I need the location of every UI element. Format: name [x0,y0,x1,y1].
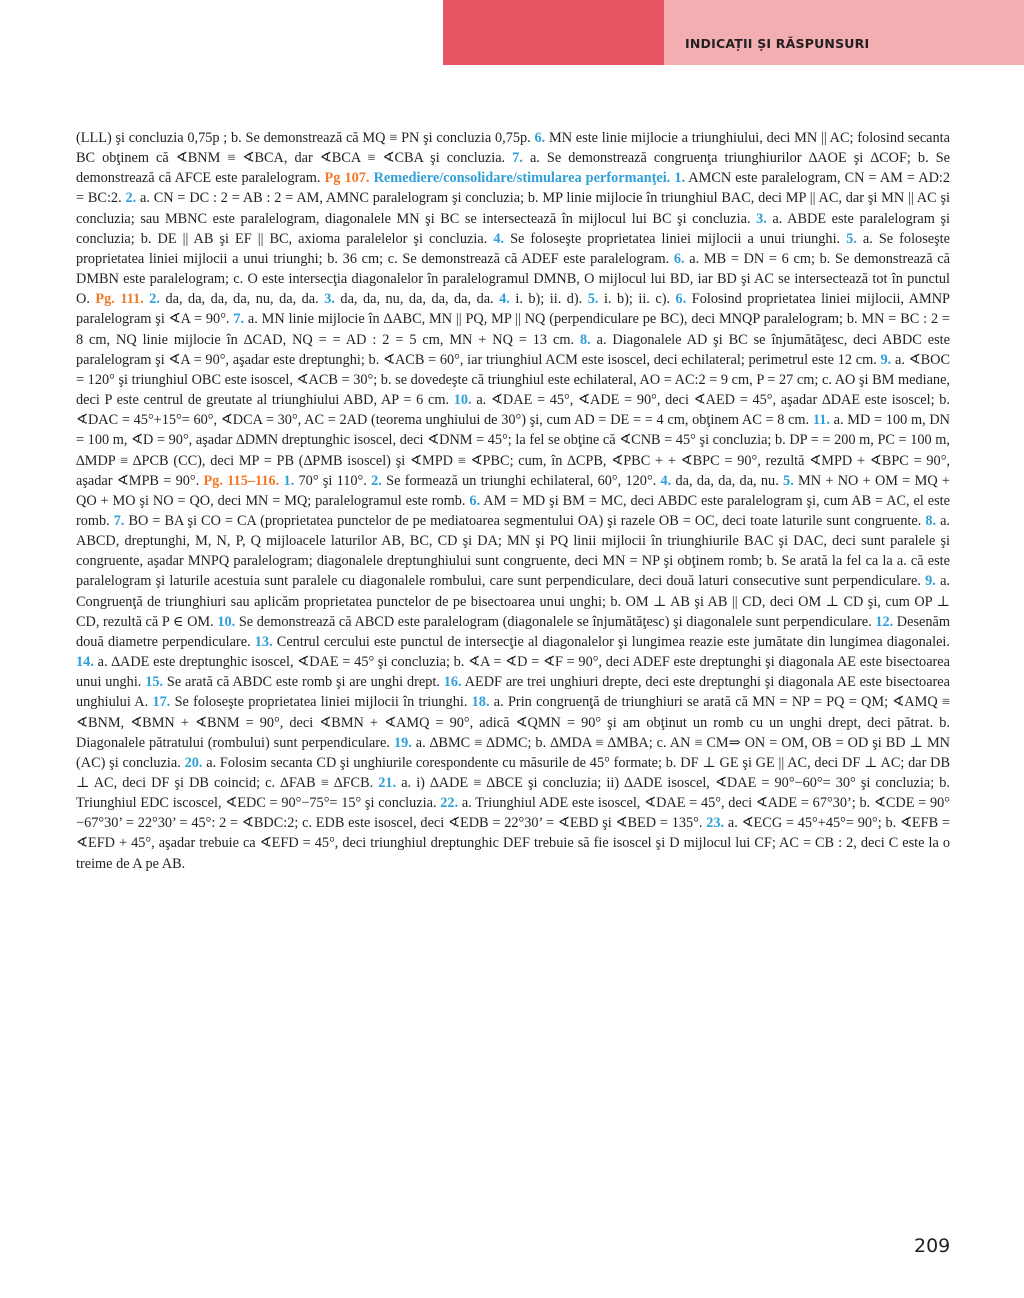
exercise-number: 6. [469,492,481,509]
answer-text: Se demonstrează că ABCD este paralelogram (diagonalele se înjumătăţesc) şi diagonalele sunt perpendiculare. [235,613,876,630]
exercise-number: 2. [125,190,137,207]
answer-text: Se arată că ABDC este romb şi are unghi drept. [163,674,444,691]
exercise-number: 23. [706,815,725,832]
answer-text: a. MB = DN = 6 cm; b. Se demonstrează că DMBN este paralelogram; c. O este intersecţia diagonalelor în paralelogramul DMNB, O mijlocul lui BD, iar BD şi AC se intersectează tot în punctul O. [76,250,950,308]
exercise-number: 2. [371,472,382,489]
exercise-number: 2. [149,291,161,308]
answer-text: Se foloseşte proprietatea liniei mijlocii în triunghi. [170,694,472,711]
answer-text: Desenăm două diametre perpendiculare. [76,613,950,650]
exercise-number: 4. [493,230,505,247]
answer-text: a. ∢ECG = 45°+45°= 90°; b. ∢EFB = ∢EFD + 45°, aşadar trebuie ca ∢EFD = 45°, deci triunghiul dreptunghic DEF trebuie să fie isoscel şi D mijlocul lui CF; AC = CB : 2, deci C este la o treime de A pe AB. [76,815,950,872]
answer-text: da, da, da, da, nu. [671,472,784,489]
exercise-number: 10. [217,613,236,630]
exercise-number: 5. [783,472,794,489]
answer-text: i. b); ii. c). [598,291,676,308]
exercise-number: 17. [152,694,171,711]
exercise-number: 11. [812,412,830,429]
exercise-number: 20. [184,754,203,771]
answer-text: a. Prin congruenţă de triunghiuri se arată că MN = NP = PQ = QM; ∢AMQ ≡ ∢BNM, ∢BMN + ∢BNM = 90°, deci ∢BMN + ∢AMQ = 90°, adică ∢QMN = 90° şi am obţinut un romb cu un unghi drept, deci pătrat. b. Diagonalele pătratului (rombului) sunt perpendiculare. [76,694,950,751]
exercise-number: 12. [875,613,894,630]
answer-text: a. ∢DAE = 45°, ∢ADE = 90°, deci ∢AED = 45°, aşadar ∆DAE este isoscel; b. ∢DAC = 45°+15°= 60°, ∢DCA = 30°, AC = 2AD (teorema unghiului de 30°) şi, cum AD = DE = = 4 cm, obţinem AC = 8 cm. [76,392,950,429]
page-reference: Pg. 115–116. [203,472,280,489]
answer-text: a. i) ∆ADE ≡ ∆BCE şi concluzia; ii) ∆ADE isoscel, ∢DAE = 90°−60°= 30° şi concluzia; b. Triunghiul EDC iscoscel, ∢EDC = 90°−75°= 15° şi concluzia. [76,775,950,812]
answer-text: a. MD = 100 m, DN = 100 m, ∢D = 90°, aşadar ∆DMN dreptunghic isoscel, deci ∢DNM = 45°; la fel se obţine că ∢CNB = 45° şi concluzia; b. DP = = 200 m, PC = 100 m, ∆MDP ≡ ∆PCB (CC), deci MP = PB (∆PMB isoscel) şi ∢MPD ≡ ∢PBC; cum, în ∆CPB, ∢PBC + + ∢BPC = 90°, rezultă ∢MPD + ∢BPC = 90°, aşadar ∢MPB = 90°. [76,412,950,489]
answers-text-block [76,128,950,874]
answer-text: AM = MD şi BM = MC, deci ABDC este paralelogram şi, cum AB = AC, el este romb. [76,492,951,529]
answer-text: MN + NO + OM = MQ + QO + MO şi NO = QO, deci MN = MQ; paralelogramul este romb. [76,472,950,509]
answer-text: a. Congruenţă de triunghiuri sau aplicăm proprietatea punctelor de pe bisectoarea unui unghi; b. OM ⊥ AB şi AB || CD, deci OM ⊥ CD şi, cum OP ⊥ CD, rezultă că P ∈ OM. [76,573,950,630]
header-title: INDICAȚII ȘI RĂSPUNSURI [685,36,870,51]
answer-text: a. Se foloseşte proprietatea liniei mijlocii a unui triunghi; b. 36 cm; c. Se demonstrează că ADEF este paralelogram. [76,230,950,267]
answer-text: BO = BA şi CO = CA (proprietatea punctelor de pe mediatoarea segmentului OA) şi razele OB = OC, deci toate laturile sunt congruente. [124,512,926,529]
answer-text: (LLL) şi concluzia 0,75p ; b. Se demonstrează că MQ ≡ PN şi concluzia 0,75p. [76,130,535,146]
answer-text: a. ABCD, dreptunghi, M, N, P, Q mijloacele laturilor AB, BC, CD şi DA; MN şi PQ linii mijlocii în triunghiurile BAC şi DAC, deci sunt paralele şi congruente, aşadar MNPQ paralelogram; diagonalele dreptunghiului sunt congruente, deci MN = NP şi obţinem romb; b. Se arată la fel ca la a. că este paralelogram şi laturile acestuia sunt paralele cu diagonalele rombului, care sunt perpendiculare, deci două laturi consecutive sunt perpendiculare. [76,512,950,590]
answer-text: Se foloseşte proprietatea liniei mijlocii a unui triunghi. [504,230,847,247]
page-reference: Pg 107. [324,170,370,187]
exercise-number: 8. [579,331,591,348]
page-number: 209 [914,1235,951,1257]
answer-text: a. CN = DC : 2 = AB : 2 = AM, AMNC paralelogram şi concluzia; b. MP linie mijlocie în triunghiul BAC, deci MP || AC, dar şi MN || AC şi concluzia; sau MBNC este paralelogram, diagonalele MN şi BC se intersectează în mijlocul lui BC şi concluzia. [76,190,950,227]
answer-text: 70° şi 110°. [294,472,372,489]
header-band-left [443,0,664,65]
exercise-number: 13. [254,633,273,650]
exercise-number: 21. [378,775,397,791]
answer-text: a. Se demonstrează congruenţa triunghiurilor ∆AOE şi ∆COF; b. Se demonstrează că AFCE este paralelogram. [76,150,950,187]
exercise-number: 3. [756,210,767,227]
exercise-number: 10. [453,392,472,409]
answer-text: da, da, da, da, nu, da, da. [160,291,325,308]
exercise-number: 6. [675,291,687,308]
answer-text: a. ∆BMC ≡ ∆DMC; b. ∆MDA ≡ ∆MBA; c. AN ≡ CM⇒ ON = OM, OB = OD şi BD ⊥ MN (AC) şi concluzia. [76,734,951,771]
answer-text: AEDF are trei unghiuri drepte, deci este dreptunghi şi diagonala AE este bisectoarea unghiului A. [76,674,950,711]
answer-text: Folosind proprietatea liniei mijlocii, AMNP paralelogram şi ∢A = 90°. [76,291,950,328]
exercise-number: 5. [587,291,599,308]
answer-text: a. MN linie mijlocie în ∆ABC, MN || PQ, MP || NQ (perpendiculare pe BC), deci MNQP paralelogram; b. MN = BC : 2 = 8 cm, NQ linie mijlocie în ∆CAD, NQ = = AD : 2 = 5 cm, MN + NQ = 13 cm. [76,311,950,348]
exercise-number: 19. [393,734,412,751]
section-heading: Remediere/consolidare/stimularea performanţei. [373,170,671,187]
answer-text: Centrul cercului este punctul de intersecţie al diagonalelor şi lungimea reazie este jumătate din lungimea diagonalei. [272,633,950,650]
answer-text: a. ∆ADE este dreptunghic isoscel, ∢DAE = 45° şi concluzia; b. ∢A = ∢D = ∢F = 90°, deci ADEF este dreptunghi şi diagonala AE este bisectoarea unui unghi. [76,654,950,691]
exercise-number: 7. [233,311,245,328]
exercise-number: 8. [925,512,937,529]
exercise-number: 15. [145,674,164,691]
answer-text: MN este linie mijlocie a triunghiului, deci MN || AC; folosind secanta BC obţinem că ∢BNM ≡ ∢BCA, dar ∢BCA ≡ ∢CBA şi concluzia. [76,130,950,167]
exercise-number: 6. [673,250,685,267]
exercise-number: 1. [283,472,295,489]
exercise-number: 18. [471,694,490,711]
exercise-number: 9. [880,351,892,368]
answer-text: a. Folosim secanta CD şi unghiurile corespondente cu măsurile de 45° formate; b. DF ⊥ GE şi GE || AC, deci DF ⊥ AC; dar DB ⊥ AC, deci DF şi DB coincid; c. ∆FAB ≡ ∆FCB. [76,754,950,791]
page-reference: Pg. 111. [95,291,144,308]
exercise-number: 16. [443,674,462,691]
answer-text: AMCN este paralelogram, CN = AM = AD:2 = BC:2. [76,170,951,207]
exercise-number: 7. [512,150,523,167]
exercise-number: 9. [925,573,936,590]
answers-paragraph [76,128,950,874]
exercise-number: 6. [534,130,546,146]
header-band-right [664,0,1024,65]
answer-text: a. Diagonalele AD şi BC se înjumătăţesc, deci ABDC este paralelogram şi ∢A = 90°, aşadar este dreptunghi; b. ∢ACB = 60°, iar triunghiul ACM este isoscel, deci echilateral; perimetrul este 12 cm. [76,331,950,368]
answer-text: i. b); ii. d). [509,291,588,308]
exercise-number: 5. [846,230,857,247]
exercise-number: 14. [76,654,94,671]
exercise-number: 22. [440,795,459,812]
exercise-number: 3. [324,291,335,308]
answer-text: a. ∢BOC = 120° şi triunghiul OBC este isoscel, ∢ACB = 30°; b. se dovedeşte că triunghiul este echilateral, AO = AC:2 = 9 cm, P = 27 cm; c. AO şi BM mediane, deci P este centrul de greutate al triunghiului ABD, AP = 6 cm. [76,351,950,409]
answer-text: Se formează un triunghi echilateral, 60°, 120°. [381,472,661,489]
answer-text: a. Triunghiul ADE este isoscel, ∢DAE = 45°, deci ∢ADE = 67°30’; b. ∢CDE = 90°−67°30’ = 22°30’ = 45°: 2 = ∢BDC:2; c. EDB este isoscel, deci ∢EDB = 22°30’ = ∢EBD şi ∢BED = 135°. [76,795,950,832]
exercise-number: 4. [499,291,510,308]
answer-text: da, da, nu, da, da, da, da. [334,291,500,308]
answer-text: a. ABDE este paralelogram şi concluzia; b. DE || AB şi EF || BC, axioma paralelelor şi concluzia. [76,210,950,247]
exercise-number: 7. [113,512,125,529]
exercise-number: 4. [660,472,672,489]
exercise-number: 1. [674,170,686,187]
